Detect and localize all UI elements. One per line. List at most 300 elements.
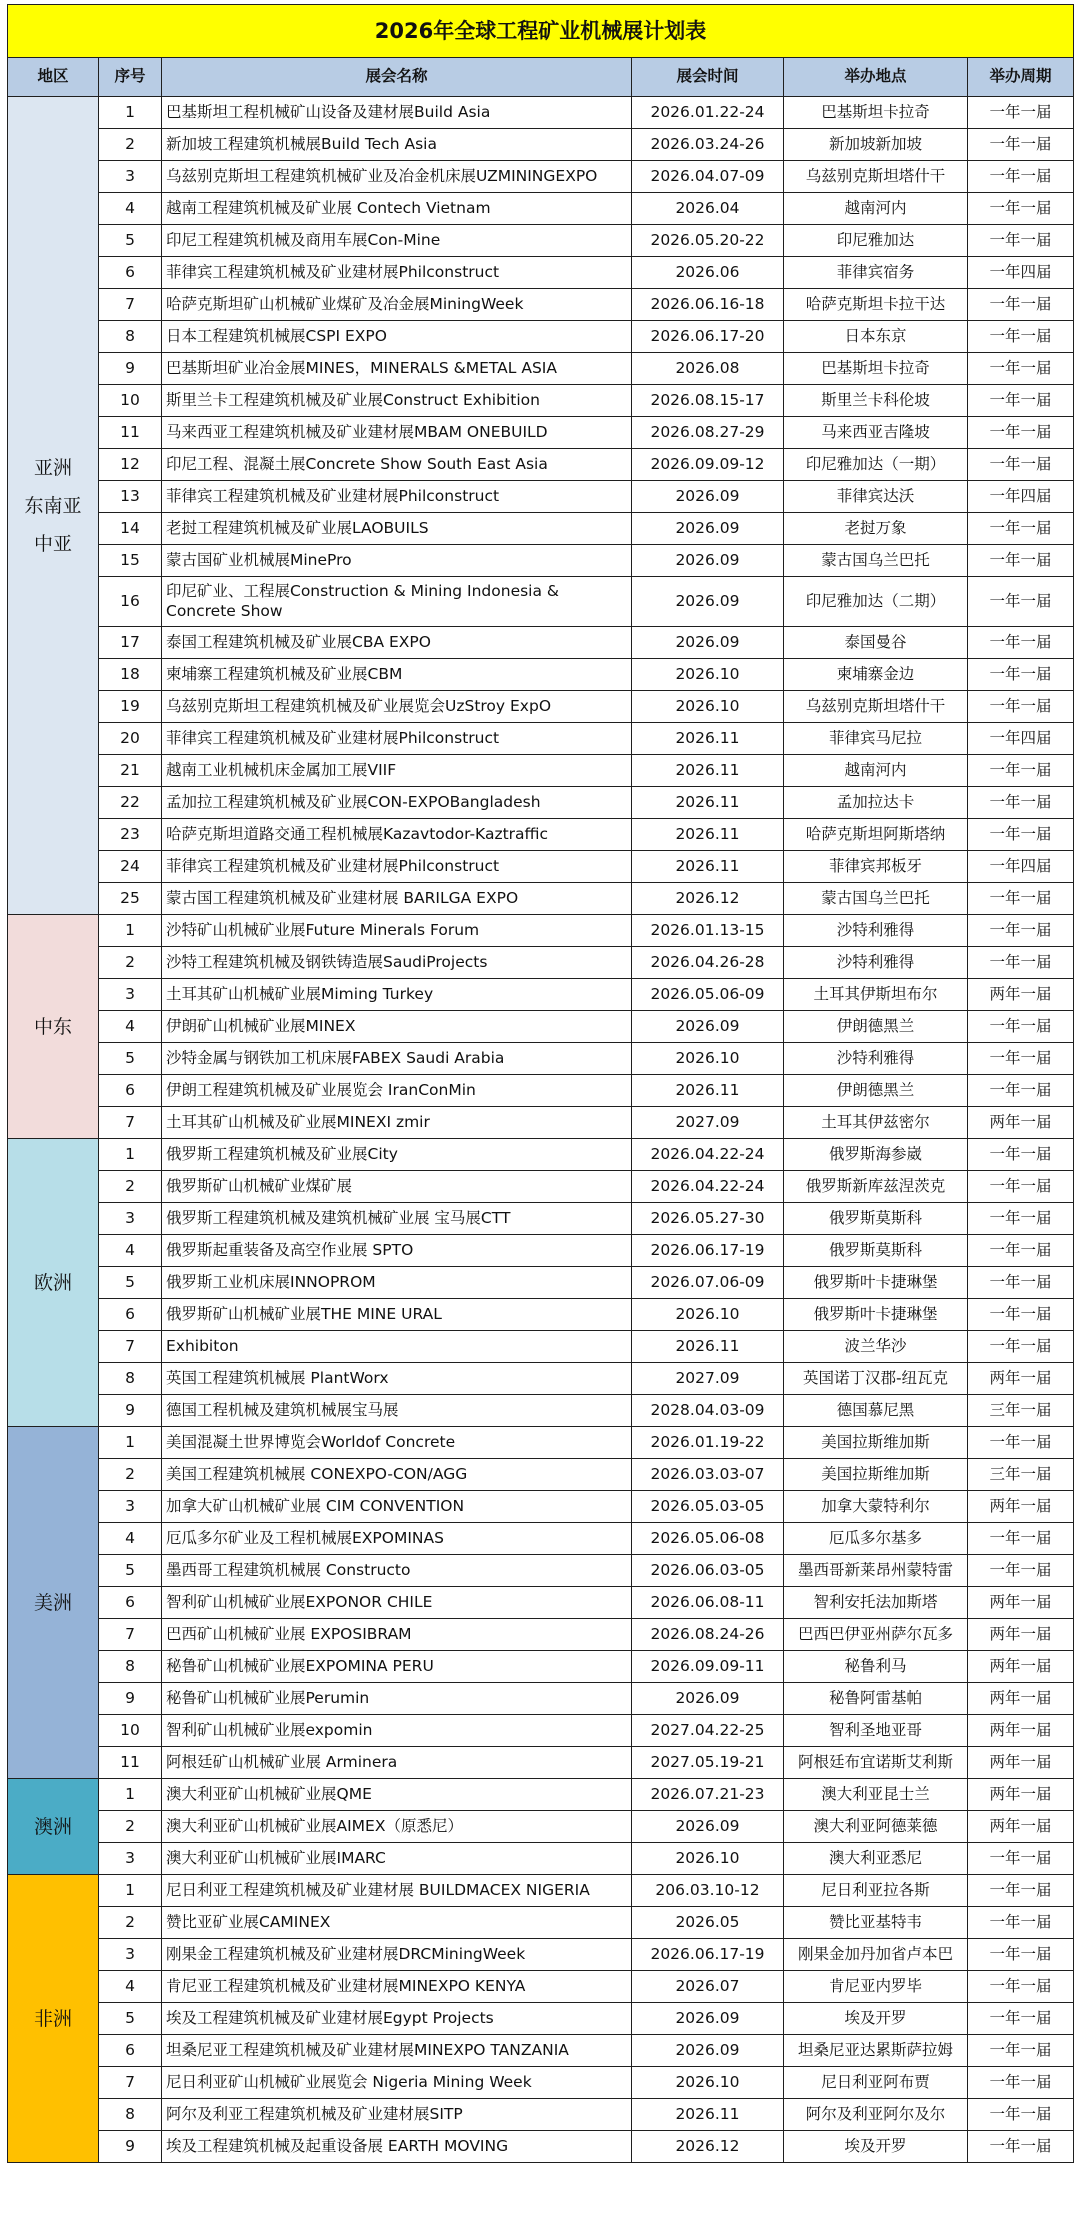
time-cell: 2026.05.27-30 — [632, 1203, 784, 1235]
cycle-cell: 两年一届 — [968, 1107, 1074, 1139]
table-row — [8, 947, 1074, 979]
time-cell: 2026.07.21-23 — [632, 1779, 784, 1811]
place-cell: 刚果金加丹加省卢本巴 — [784, 1939, 968, 1971]
seq-cell: 12 — [99, 449, 162, 481]
name-cell: 柬埔寨工程建筑机械及矿业展CBM — [162, 659, 632, 691]
name-cell: 乌兹别克斯坦工程建筑机械及矿业展览会UzStroy ExpO — [162, 691, 632, 723]
region-label: 中亚 — [33, 532, 72, 555]
seq-cell: 3 — [99, 979, 162, 1011]
seq-cell: 18 — [99, 659, 162, 691]
time-cell: 2026.10 — [632, 2067, 784, 2099]
seq-cell: 2 — [99, 1459, 162, 1491]
table-row — [8, 1139, 1074, 1171]
cycle-cell: 一年一届 — [968, 1235, 1074, 1267]
place-cell: 阿尔及利亚阿尔及尔 — [784, 2099, 968, 2131]
name-cell: 俄罗斯矿山机械矿业展THE MINE URAL — [162, 1299, 632, 1331]
name-cell: 菲律宾工程建筑机械及矿业建材展Philconstruct — [162, 257, 632, 289]
cycle-cell: 一年四届 — [968, 851, 1074, 883]
seq-cell: 2 — [99, 1171, 162, 1203]
name-cell: 巴基斯坦工程机械矿山设备及建材展Build Asia — [162, 97, 632, 129]
table-row — [8, 1971, 1074, 2003]
place-cell: 德国慕尼黑 — [784, 1395, 968, 1427]
seq-cell: 3 — [99, 161, 162, 193]
table-row — [8, 979, 1074, 1011]
cycle-cell: 一年一届 — [968, 2035, 1074, 2067]
time-cell: 2026.05.06-08 — [632, 1523, 784, 1555]
time-cell: 2026.05 — [632, 1907, 784, 1939]
seq-cell: 16 — [99, 577, 162, 627]
name-cell: 印尼工程、混凝土展Concrete Show South East Asia — [162, 449, 632, 481]
cycle-cell: 一年一届 — [968, 1267, 1074, 1299]
table-row — [8, 1299, 1074, 1331]
header-seq: 序号 — [99, 58, 162, 97]
name-cell: 澳大利亚矿山机械矿业展IMARC — [162, 1843, 632, 1875]
table-row — [8, 385, 1074, 417]
name-cell: 肯尼亚工程建筑机械及矿业建材展MINEXPO KENYA — [162, 1971, 632, 2003]
place-cell: 阿根廷布宜诺斯艾利斯 — [784, 1747, 968, 1779]
name-cell: 土耳其矿山机械矿业展Miming Turkey — [162, 979, 632, 1011]
name-cell: 尼日利亚工程建筑机械及矿业建材展 BUILDMACEX NIGERIA — [162, 1875, 632, 1907]
region-cell — [8, 97, 99, 915]
cycle-cell: 一年一届 — [968, 353, 1074, 385]
table-row — [8, 1811, 1074, 1843]
seq-cell: 8 — [99, 2099, 162, 2131]
table-row — [8, 627, 1074, 659]
table-row — [8, 691, 1074, 723]
name-cell: 沙特矿山机械矿业展Future Minerals Forum — [162, 915, 632, 947]
place-cell: 俄罗斯叶卡捷琳堡 — [784, 1267, 968, 1299]
name-cell: 英国工程建筑机械展 PlantWorx — [162, 1363, 632, 1395]
cycle-cell: 一年一届 — [968, 97, 1074, 129]
seq-cell: 6 — [99, 1587, 162, 1619]
place-cell: 菲律宾马尼拉 — [784, 723, 968, 755]
time-cell: 2026.06.17-19 — [632, 1939, 784, 1971]
seq-cell: 15 — [99, 545, 162, 577]
table-row — [8, 1235, 1074, 1267]
time-cell: 2026.09 — [632, 1683, 784, 1715]
cycle-cell: 一年一届 — [968, 321, 1074, 353]
place-cell: 泰国曼谷 — [784, 627, 968, 659]
cycle-cell: 一年一届 — [968, 1171, 1074, 1203]
name-cell: 菲律宾工程建筑机械及矿业建材展Philconstruct — [162, 723, 632, 755]
name-cell: 哈萨克斯坦道路交通工程机械展Kazavtodor-Kaztraffic — [162, 819, 632, 851]
cycle-cell: 一年一届 — [968, 1843, 1074, 1875]
cycle-cell: 两年一届 — [968, 1619, 1074, 1651]
cycle-cell: 两年一届 — [968, 979, 1074, 1011]
time-cell: 2028.04.03-09 — [632, 1395, 784, 1427]
name-cell: 日本工程建筑机械展CSPI EXPO — [162, 321, 632, 353]
cycle-cell: 一年一届 — [968, 915, 1074, 947]
place-cell: 加拿大蒙特利尔 — [784, 1491, 968, 1523]
region-label: 亚洲 — [33, 456, 72, 479]
name-cell: 俄罗斯矿山机械矿业煤矿展 — [162, 1171, 632, 1203]
table-row — [8, 1843, 1074, 1875]
table-row — [8, 545, 1074, 577]
seq-cell: 2 — [99, 1907, 162, 1939]
cycle-cell: 三年一届 — [968, 1395, 1074, 1427]
name-cell: 菲律宾工程建筑机械及矿业建材展Philconstruct — [162, 851, 632, 883]
table-row — [8, 257, 1074, 289]
table-row — [8, 225, 1074, 257]
name-cell: 墨西哥工程建筑机械展 Constructo — [162, 1555, 632, 1587]
table-row — [8, 787, 1074, 819]
seq-cell: 21 — [99, 755, 162, 787]
name-cell: 埃及工程建筑机械及矿业建材展Egypt Projects — [162, 2003, 632, 2035]
cycle-cell: 一年一届 — [968, 1427, 1074, 1459]
cycle-cell: 一年一届 — [968, 1203, 1074, 1235]
table-row — [8, 659, 1074, 691]
place-cell: 赞比亚基特韦 — [784, 1907, 968, 1939]
time-cell: 2026.05.06-09 — [632, 979, 784, 1011]
cycle-cell: 一年一届 — [968, 449, 1074, 481]
cycle-cell: 两年一届 — [968, 1651, 1074, 1683]
region-cell — [8, 1779, 99, 1875]
table-row — [8, 1523, 1074, 1555]
table-row — [8, 1459, 1074, 1491]
seq-cell: 1 — [99, 1875, 162, 1907]
place-cell: 沙特利雅得 — [784, 947, 968, 979]
place-cell: 土耳其伊兹密尔 — [784, 1107, 968, 1139]
table-row — [8, 321, 1074, 353]
table-row — [8, 1395, 1074, 1427]
seq-cell: 7 — [99, 2067, 162, 2099]
table-row — [8, 1747, 1074, 1779]
seq-cell: 5 — [99, 225, 162, 257]
seq-cell: 23 — [99, 819, 162, 851]
cycle-cell: 一年一届 — [968, 2067, 1074, 2099]
time-cell: 2026.11 — [632, 1075, 784, 1107]
seq-cell: 10 — [99, 1715, 162, 1747]
name-cell: 越南工程建筑机械及矿业展 Contech Vietnam — [162, 193, 632, 225]
cycle-cell: 一年一届 — [968, 545, 1074, 577]
table-row — [8, 1107, 1074, 1139]
table-row — [8, 1043, 1074, 1075]
table-row — [8, 2003, 1074, 2035]
region-label: 非洲 — [33, 2007, 72, 2030]
cycle-cell: 一年一届 — [968, 2099, 1074, 2131]
time-cell: 2026.05.20-22 — [632, 225, 784, 257]
table-row — [8, 1683, 1074, 1715]
time-cell: 2027.04.22-25 — [632, 1715, 784, 1747]
seq-cell: 3 — [99, 1843, 162, 1875]
seq-cell: 5 — [99, 1267, 162, 1299]
table-row — [8, 755, 1074, 787]
time-cell: 2026.11 — [632, 755, 784, 787]
seq-cell: 7 — [99, 1107, 162, 1139]
cycle-cell: 一年一届 — [968, 1011, 1074, 1043]
cycle-cell: 两年一届 — [968, 1491, 1074, 1523]
place-cell: 越南河内 — [784, 755, 968, 787]
place-cell: 沙特利雅得 — [784, 915, 968, 947]
cycle-cell: 一年一届 — [968, 1299, 1074, 1331]
time-cell: 2026.05.03-05 — [632, 1491, 784, 1523]
place-cell: 伊朗德黑兰 — [784, 1075, 968, 1107]
region-label: 美洲 — [33, 1591, 72, 1614]
cycle-cell: 一年一届 — [968, 1075, 1074, 1107]
cycle-cell: 一年一届 — [968, 1139, 1074, 1171]
seq-cell: 10 — [99, 385, 162, 417]
table-row — [8, 1011, 1074, 1043]
cycle-cell: 三年一届 — [968, 1459, 1074, 1491]
name-cell: 澳大利亚矿山机械矿业展AIMEX（原悉尼） — [162, 1811, 632, 1843]
seq-cell: 9 — [99, 1683, 162, 1715]
time-cell: 2026.11 — [632, 851, 784, 883]
region-cell — [8, 915, 99, 1139]
cycle-cell: 一年一届 — [968, 947, 1074, 979]
time-cell: 2026.10 — [632, 659, 784, 691]
name-cell: 赞比亚矿业展CAMINEX — [162, 1907, 632, 1939]
name-cell: 巴基斯坦矿业冶金展MINES，MINERALS &METAL ASIA — [162, 353, 632, 385]
table-row — [8, 851, 1074, 883]
cycle-cell: 一年一届 — [968, 659, 1074, 691]
time-cell: 2026.10 — [632, 1299, 784, 1331]
time-cell: 2026.04.26-28 — [632, 947, 784, 979]
name-cell: 阿尔及利亚工程建筑机械及矿业建材展SITP — [162, 2099, 632, 2131]
place-cell: 埃及开罗 — [784, 2131, 968, 2163]
name-cell: 印尼矿业、工程展Construction & Mining Indonesia & Concrete Show — [162, 577, 632, 627]
cycle-cell: 两年一届 — [968, 1715, 1074, 1747]
place-cell: 美国拉斯维加斯 — [784, 1459, 968, 1491]
table-body — [8, 97, 1074, 2163]
table-row — [8, 353, 1074, 385]
seq-cell: 4 — [99, 1011, 162, 1043]
seq-cell: 1 — [99, 915, 162, 947]
table-row — [8, 1363, 1074, 1395]
cycle-cell: 两年一届 — [968, 1363, 1074, 1395]
seq-cell: 6 — [99, 2035, 162, 2067]
seq-cell: 5 — [99, 2003, 162, 2035]
name-cell: 俄罗斯起重装备及高空作业展 SPTO — [162, 1235, 632, 1267]
table-row — [8, 417, 1074, 449]
seq-cell: 1 — [99, 1139, 162, 1171]
time-cell: 2026.07.06-09 — [632, 1267, 784, 1299]
exhibition-schedule-table — [7, 4, 1074, 2163]
seq-cell: 5 — [99, 1555, 162, 1587]
name-cell: 俄罗斯工业机床展INNOPROM — [162, 1267, 632, 1299]
name-cell: 伊朗工程建筑机械及矿业展览会 IranConMin — [162, 1075, 632, 1107]
name-cell: 埃及工程建筑机械及起重设备展 EARTH MOVING — [162, 2131, 632, 2163]
name-cell: 沙特金属与钢铁加工机床展FABEX Saudi Arabia — [162, 1043, 632, 1075]
seq-cell: 22 — [99, 787, 162, 819]
cycle-cell: 一年四届 — [968, 723, 1074, 755]
name-cell: Exhibiton — [162, 1331, 632, 1363]
cycle-cell: 一年四届 — [968, 481, 1074, 513]
seq-cell: 2 — [99, 129, 162, 161]
place-cell: 新加坡新加坡 — [784, 129, 968, 161]
cycle-cell: 一年一届 — [968, 787, 1074, 819]
name-cell: 老挝工程建筑机械及矿业展LAOBUILS — [162, 513, 632, 545]
place-cell: 墨西哥新莱昂州蒙特雷 — [784, 1555, 968, 1587]
time-cell: 2026.08 — [632, 353, 784, 385]
cycle-cell: 一年一届 — [968, 289, 1074, 321]
cycle-cell: 一年一届 — [968, 1043, 1074, 1075]
name-cell: 德国工程机械及建筑机械展宝马展 — [162, 1395, 632, 1427]
table-row — [8, 161, 1074, 193]
place-cell: 澳大利亚昆士兰 — [784, 1779, 968, 1811]
time-cell: 2026.09 — [632, 545, 784, 577]
name-cell: 乌兹别克斯坦工程建筑机械矿业及冶金机床展UZMININGEXPO — [162, 161, 632, 193]
time-cell: 2026.08.24-26 — [632, 1619, 784, 1651]
table-row — [8, 513, 1074, 545]
name-cell: 斯里兰卡工程建筑机械及矿业展Construct Exhibition — [162, 385, 632, 417]
header-name: 展会名称 — [162, 58, 632, 97]
time-cell: 2026.10 — [632, 691, 784, 723]
place-cell: 坦桑尼亚达累斯萨拉姆 — [784, 2035, 968, 2067]
place-cell: 越南河内 — [784, 193, 968, 225]
name-cell: 俄罗斯工程建筑机械及建筑机械矿业展 宝马展CTT — [162, 1203, 632, 1235]
time-cell: 2026.04.22-24 — [632, 1171, 784, 1203]
time-cell: 2026.06.16-18 — [632, 289, 784, 321]
time-cell: 2026.10 — [632, 1843, 784, 1875]
name-cell: 巴西矿山机械矿业展 EXPOSIBRAM — [162, 1619, 632, 1651]
name-cell: 土耳其矿山机械及矿业展MINEXI zmir — [162, 1107, 632, 1139]
table-row — [8, 1715, 1074, 1747]
cycle-cell: 一年四届 — [968, 257, 1074, 289]
seq-cell: 24 — [99, 851, 162, 883]
name-cell: 秘鲁矿山机械矿业展EXPOMINA PERU — [162, 1651, 632, 1683]
seq-cell: 7 — [99, 1619, 162, 1651]
header-cycle: 举办周期 — [968, 58, 1074, 97]
table-row — [8, 2035, 1074, 2067]
place-cell: 尼日利亚拉各斯 — [784, 1875, 968, 1907]
seq-cell: 7 — [99, 1331, 162, 1363]
region-label: 东南亚 — [24, 494, 82, 517]
seq-cell: 4 — [99, 1971, 162, 2003]
cycle-cell: 一年一届 — [968, 755, 1074, 787]
cycle-cell: 一年一届 — [968, 1939, 1074, 1971]
cycle-cell: 一年一届 — [968, 691, 1074, 723]
name-cell: 俄罗斯工程建筑机械及矿业展City — [162, 1139, 632, 1171]
name-cell: 尼日利亚矿山机械矿业展览会 Nigeria Mining Week — [162, 2067, 632, 2099]
seq-cell: 6 — [99, 1075, 162, 1107]
place-cell: 沙特利雅得 — [784, 1043, 968, 1075]
cycle-cell: 一年一届 — [968, 1555, 1074, 1587]
place-cell: 蒙古国乌兰巴托 — [784, 883, 968, 915]
name-cell: 坦桑尼亚工程建筑机械及矿业建材展MINEXPO TANZANIA — [162, 2035, 632, 2067]
place-cell: 俄罗斯莫斯科 — [784, 1235, 968, 1267]
cycle-cell: 一年一届 — [968, 161, 1074, 193]
table-row — [8, 97, 1074, 129]
cycle-cell: 一年一届 — [968, 129, 1074, 161]
place-cell: 秘鲁阿雷基帕 — [784, 1683, 968, 1715]
time-cell: 2026.06.03-05 — [632, 1555, 784, 1587]
seq-cell: 2 — [99, 1811, 162, 1843]
time-cell: 2026.06.17-20 — [632, 321, 784, 353]
seq-cell: 19 — [99, 691, 162, 723]
name-cell: 阿根廷矿山机械矿业展 Arminera — [162, 1747, 632, 1779]
place-cell: 菲律宾达沃 — [784, 481, 968, 513]
seq-cell: 13 — [99, 481, 162, 513]
header-place: 举办地点 — [784, 58, 968, 97]
seq-cell: 7 — [99, 289, 162, 321]
name-cell: 加拿大矿山机械矿业展 CIM CONVENTION — [162, 1491, 632, 1523]
time-cell: 2026.09 — [632, 627, 784, 659]
time-cell: 2026.01.22-24 — [632, 97, 784, 129]
time-cell: 2027.09 — [632, 1363, 784, 1395]
place-cell: 智利安托法加斯塔 — [784, 1587, 968, 1619]
table-row — [8, 193, 1074, 225]
region-cell — [8, 1139, 99, 1427]
seq-cell: 3 — [99, 1939, 162, 1971]
cycle-cell: 一年一届 — [968, 1971, 1074, 2003]
place-cell: 印尼雅加达（一期） — [784, 449, 968, 481]
time-cell: 2026.04.07-09 — [632, 161, 784, 193]
table-row — [8, 915, 1074, 947]
seq-cell: 3 — [99, 1491, 162, 1523]
seq-cell: 9 — [99, 353, 162, 385]
time-cell: 2026.09 — [632, 1011, 784, 1043]
name-cell: 孟加拉工程建筑机械及矿业展CON-EXPOBangladesh — [162, 787, 632, 819]
place-cell: 马来西亚吉隆坡 — [784, 417, 968, 449]
seq-cell: 5 — [99, 1043, 162, 1075]
header-region: 地区 — [8, 58, 99, 97]
table-row — [8, 1939, 1074, 1971]
cycle-cell: 两年一届 — [968, 1779, 1074, 1811]
place-cell: 美国拉斯维加斯 — [784, 1427, 968, 1459]
place-cell: 俄罗斯新库兹涅茨克 — [784, 1171, 968, 1203]
name-cell: 马来西亚工程建筑机械及矿业建材展MBAM ONEBUILD — [162, 417, 632, 449]
time-cell: 2026.11 — [632, 723, 784, 755]
name-cell: 哈萨克斯坦矿山机械矿业煤矿及冶金展MiningWeek — [162, 289, 632, 321]
cycle-cell: 一年一届 — [968, 627, 1074, 659]
seq-cell: 4 — [99, 1523, 162, 1555]
table-row — [8, 819, 1074, 851]
table-row — [8, 1267, 1074, 1299]
seq-cell: 3 — [99, 1203, 162, 1235]
table-row — [8, 883, 1074, 915]
name-cell: 泰国工程建筑机械及矿业展CBA EXPO — [162, 627, 632, 659]
place-cell: 土耳其伊斯坦布尔 — [784, 979, 968, 1011]
cycle-cell: 一年一届 — [968, 1875, 1074, 1907]
place-cell: 厄瓜多尔基多 — [784, 1523, 968, 1555]
place-cell: 俄罗斯叶卡捷琳堡 — [784, 1299, 968, 1331]
time-cell: 2026.09.09-11 — [632, 1651, 784, 1683]
time-cell: 2026.06.08-11 — [632, 1587, 784, 1619]
place-cell: 柬埔寨金边 — [784, 659, 968, 691]
time-cell: 2026.11 — [632, 2099, 784, 2131]
table-row — [8, 1651, 1074, 1683]
place-cell: 日本东京 — [784, 321, 968, 353]
table-row — [8, 1587, 1074, 1619]
place-cell: 老挝万象 — [784, 513, 968, 545]
table-row — [8, 723, 1074, 755]
time-cell: 2026.12 — [632, 2131, 784, 2163]
table-row — [8, 577, 1074, 627]
time-cell: 2026.07 — [632, 1971, 784, 2003]
place-cell: 智利圣地亚哥 — [784, 1715, 968, 1747]
region-label: 澳洲 — [33, 1815, 72, 1838]
name-cell: 蒙古国工程建筑机械及矿业建材展 BARILGA EXPO — [162, 883, 632, 915]
seq-cell: 1 — [99, 1779, 162, 1811]
place-cell: 巴基斯坦卡拉奇 — [784, 353, 968, 385]
seq-cell: 11 — [99, 417, 162, 449]
name-cell: 伊朗矿山机械矿业展MINEX — [162, 1011, 632, 1043]
name-cell: 蒙古国矿业机械展MinePro — [162, 545, 632, 577]
place-cell: 波兰华沙 — [784, 1331, 968, 1363]
seq-cell: 6 — [99, 257, 162, 289]
name-cell: 沙特工程建筑机械及钢铁铸造展SaudiProjects — [162, 947, 632, 979]
name-cell: 菲律宾工程建筑机械及矿业建材展Philconstruct — [162, 481, 632, 513]
time-cell: 2026.09 — [632, 2035, 784, 2067]
time-cell: 206.03.10-12 — [632, 1875, 784, 1907]
seq-cell: 14 — [99, 513, 162, 545]
time-cell: 2026.03.03-07 — [632, 1459, 784, 1491]
table-title: 2026年全球工程矿业机械展计划表 — [8, 5, 1074, 58]
table-row — [8, 449, 1074, 481]
place-cell: 俄罗斯海参崴 — [784, 1139, 968, 1171]
time-cell: 2026.03.24-26 — [632, 129, 784, 161]
time-cell: 2026.09 — [632, 513, 784, 545]
